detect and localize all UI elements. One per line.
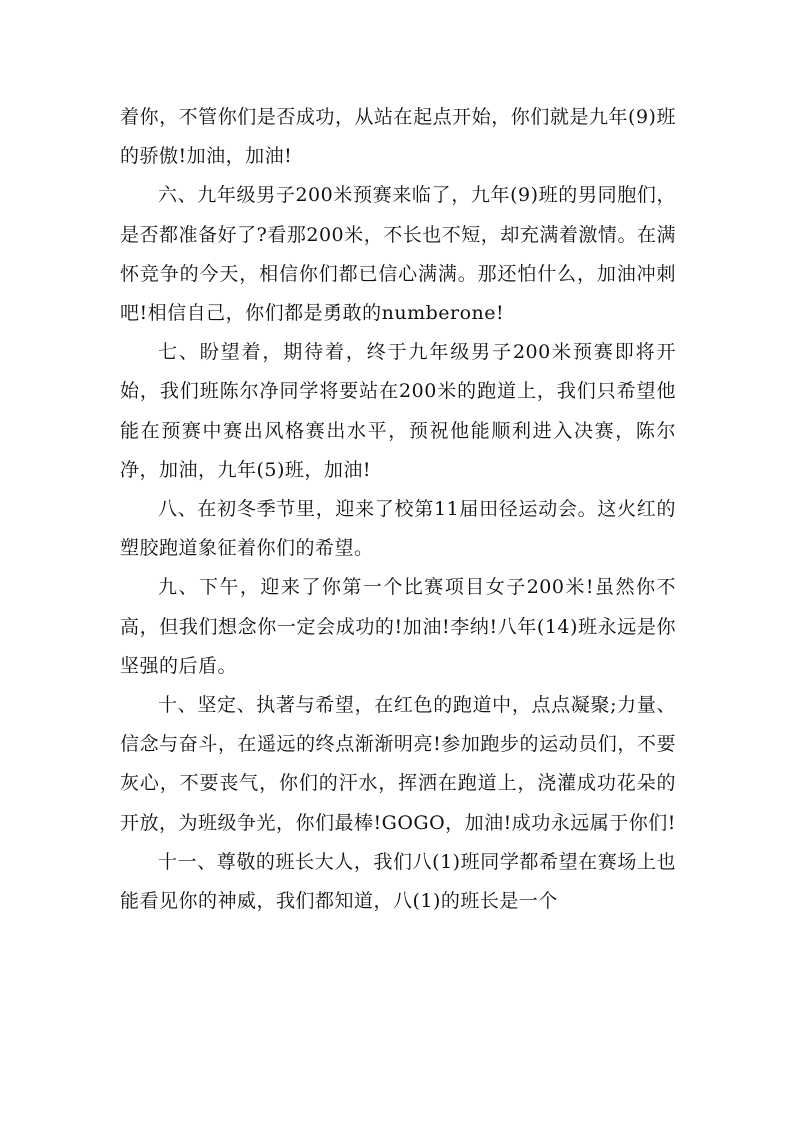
paragraph-6: 十、坚定、执著与希望，在红色的跑道中，点点凝聚;力量、信念与奋斗，在遥远的终点渐渐明亮!参加跑步的运动员们，不要灰心，不要丧气，你们的汗水，挥洒在跑道上，浇灌成功花朵的开放，为班级争光，你们最棒!GOGO，加油!成功永远属于你们! [120,694,676,834]
paragraph-5: 九、下午，迎来了你第一个比赛项目女子200米!虽然你不高，但我们想念你一定会成功的!加油!李纳!八年(14)班永远是你坚强的后盾。 [120,576,676,677]
paragraph-3: 七、盼望着，期待着，终于九年级男子200米预赛即将开始，我们班陈尔净同学将要站在200米的跑道上，我们只希望他能在预赛中赛出风格赛出水平，预祝他能顺利进入决赛，陈尔净，加油，九年(5)班，加油! [120,341,676,481]
paragraph-4: 八、在初冬季节里，迎来了校第11届田径运动会。这火红的塑胶跑道象征着你们的希望。 [120,498,676,560]
paragraph-1: 着你，不管你们是否成功，从站在起点开始，你们就是九年(9)班的骄傲!加油，加油! [120,106,676,168]
paragraph-2: 六、九年级男子200米预赛来临了，九年(9)班的男同胞们，是否都准备好了?看那200米，不长也不短，却充满着激情。在满怀竞争的今天，相信你们都已信心满满。那还怕什么，加油冲刺吧!相信自己，你们都是勇敢的numberone! [120,184,676,325]
document-body [120,98,676,921]
paragraph-7: 十一、尊敬的班长大人，我们八(1)班同学都希望在赛场上也能看见你的神威，我们都知道，八(1)的班长是一个 [120,850,676,913]
